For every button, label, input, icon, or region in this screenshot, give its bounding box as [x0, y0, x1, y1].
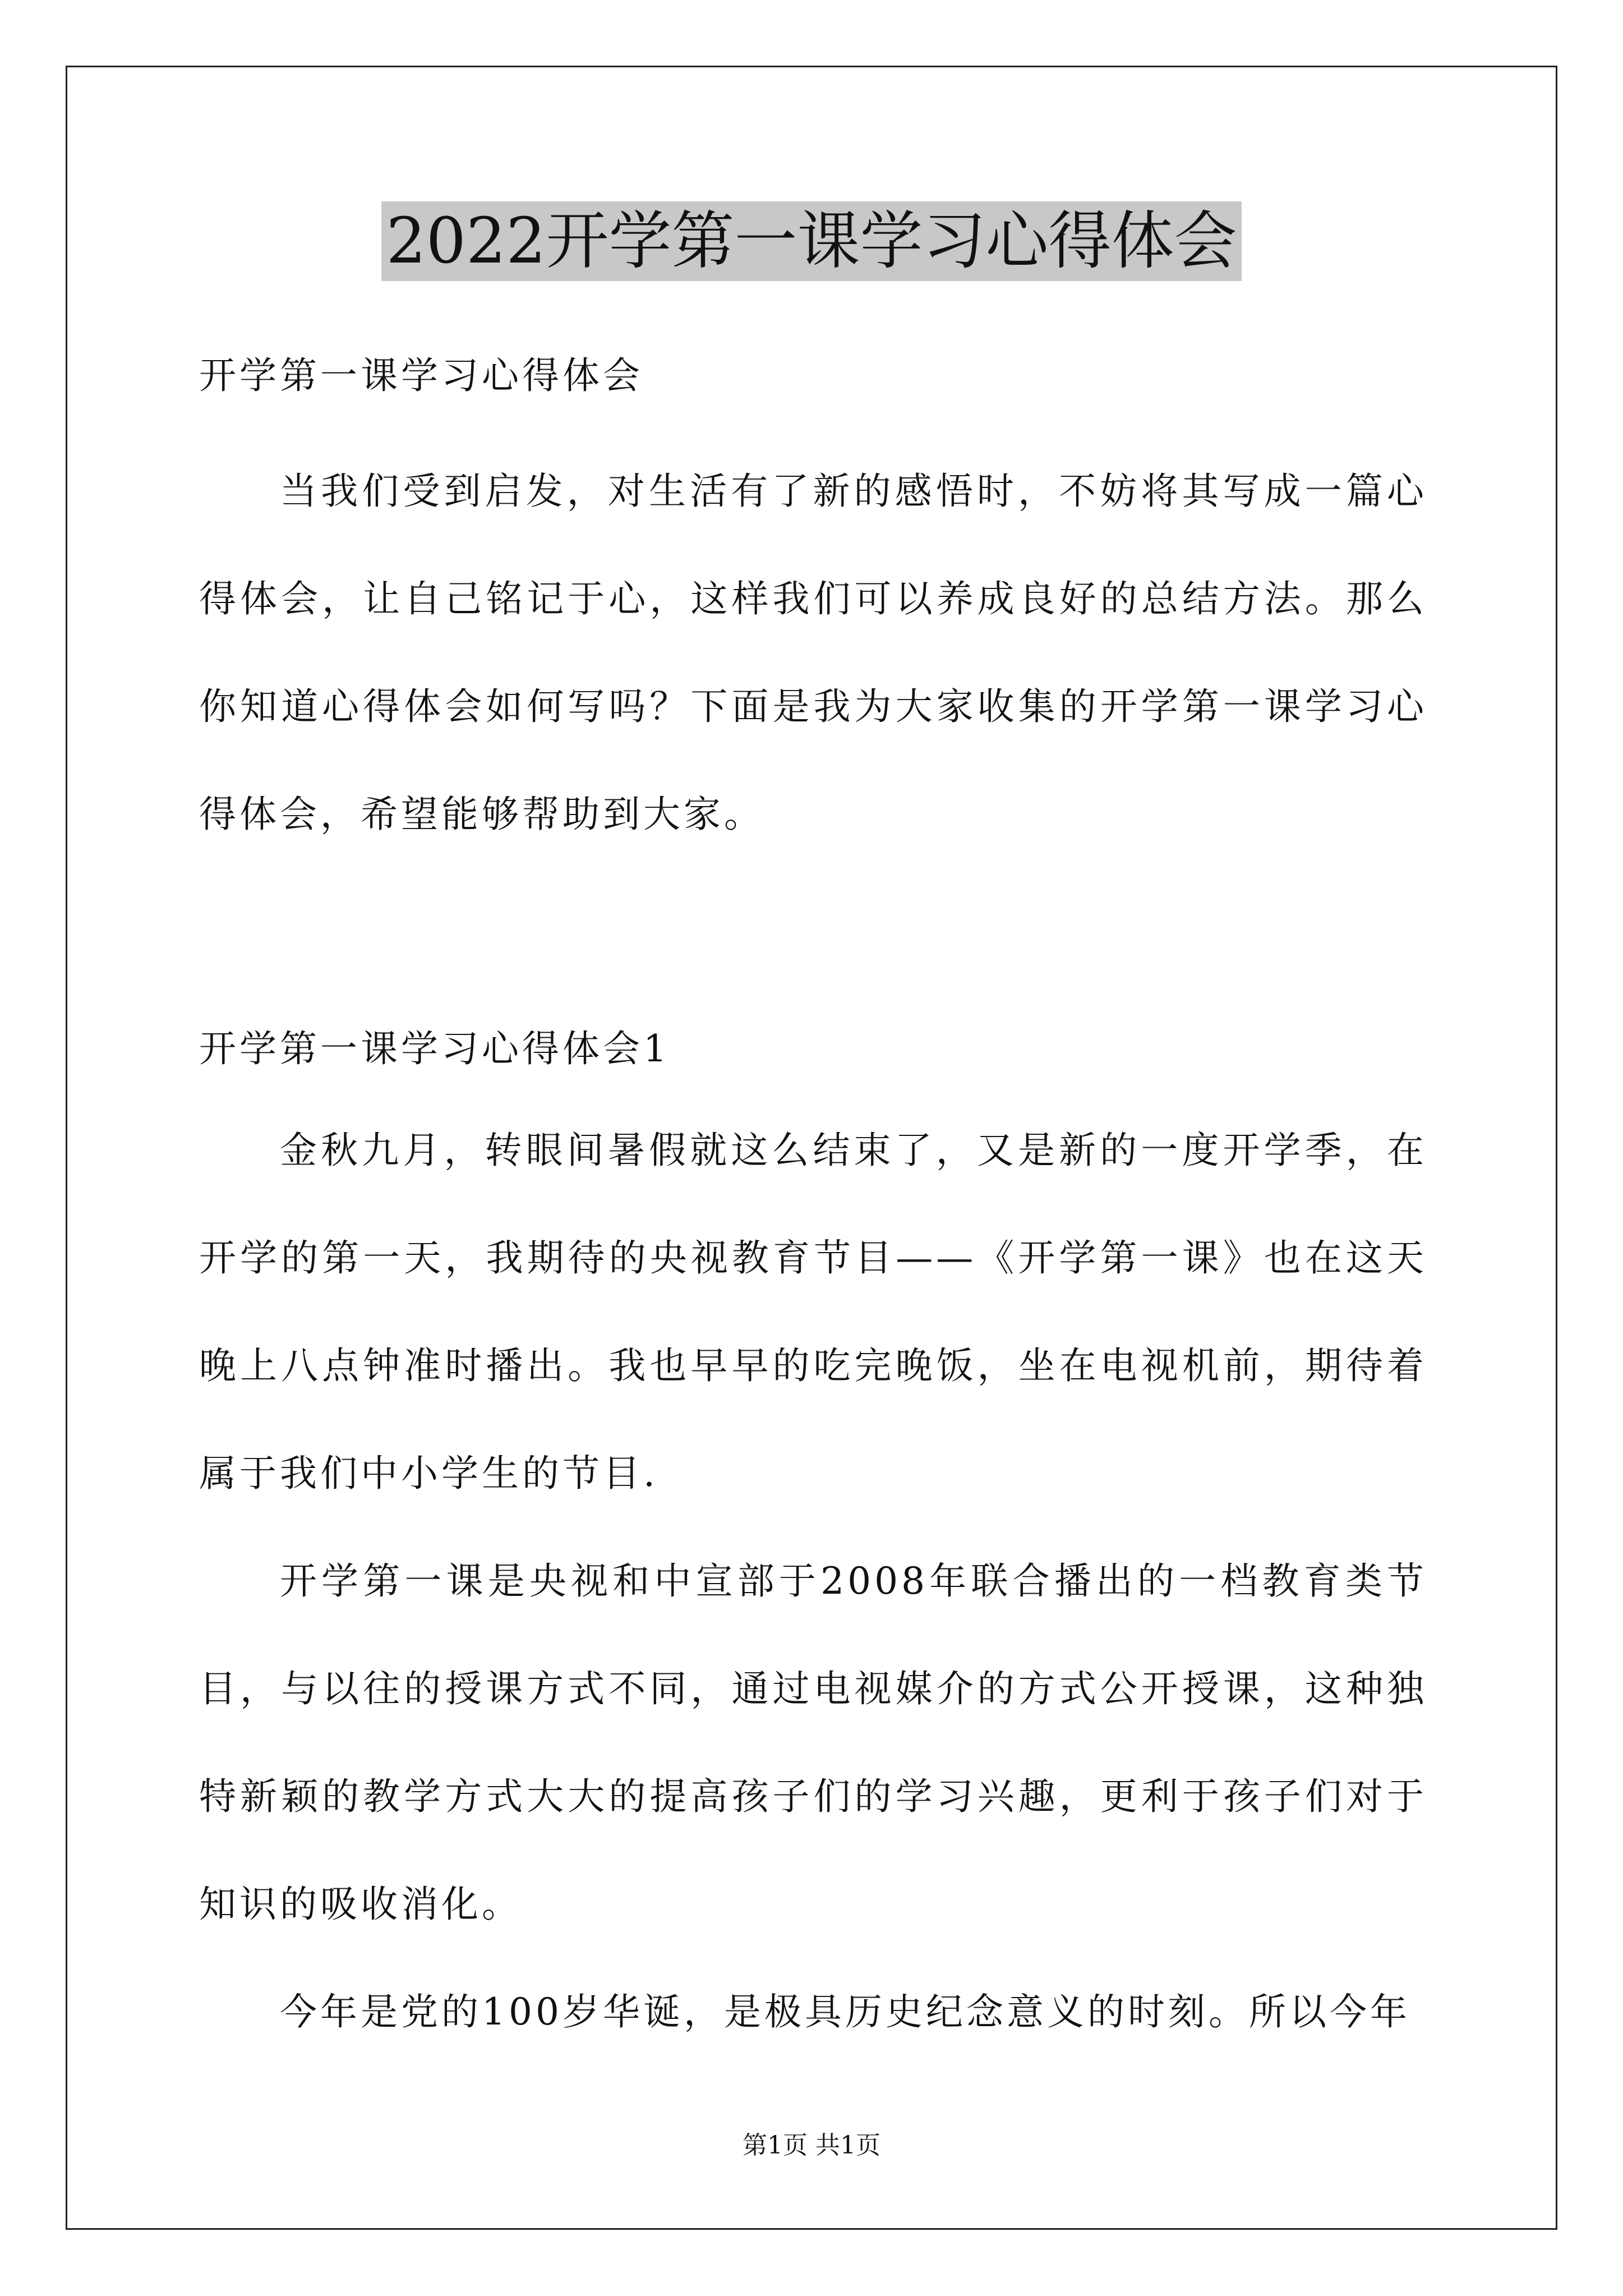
section1-body — [199, 1097, 1427, 2066]
section1-paragraph-1: 金秋九月，转眼间暑假就这么结束了，又是新的一度开学季，在开学的第一天，我期待的央视教育节目——《开学第一课》也在这天晚上八点钟准时播出。我也早早的吃完晚饭，坐在电视机前，期待着属于我们中小学生的节目. — [199, 1129, 1427, 1495]
section1-paragraph-2: 开学第一课是央视和中宣部于2008年联合播出的一档教育类节目，与以往的授课方式不同，通过电视媒介的方式公开授课，这种独特新颖的教学方式大大的提高孩子们的学习兴趣，更利于孩子们对于知识的吸收消化。 — [199, 1559, 1427, 1926]
document-title — [0, 202, 1623, 280]
document-title-text: 2022开学第一课学习心得体会 — [381, 201, 1241, 281]
section1-heading: 开学第一课学习心得体会1 — [199, 1027, 670, 1070]
page-footer: 第1页 共1页 — [743, 2131, 880, 2160]
intro-paragraph: 当我们受到启发，对生活有了新的感悟时，不妨将其写成一篇心得体会，让自己铭记于心，这样我们可以养成良好的总结方法。那么你知道心得体会如何写吗？下面是我为大家收集的开学第一课学习心得体会，希望能够帮助到大家。 — [199, 470, 1427, 836]
section1-paragraph-3: 今年是党的100岁华诞，是极具历史纪念意义的时刻。所以今年 — [280, 1990, 1410, 2033]
intro-heading: 开学第一课学习心得体会 — [199, 354, 643, 397]
intro-section — [199, 438, 1427, 868]
